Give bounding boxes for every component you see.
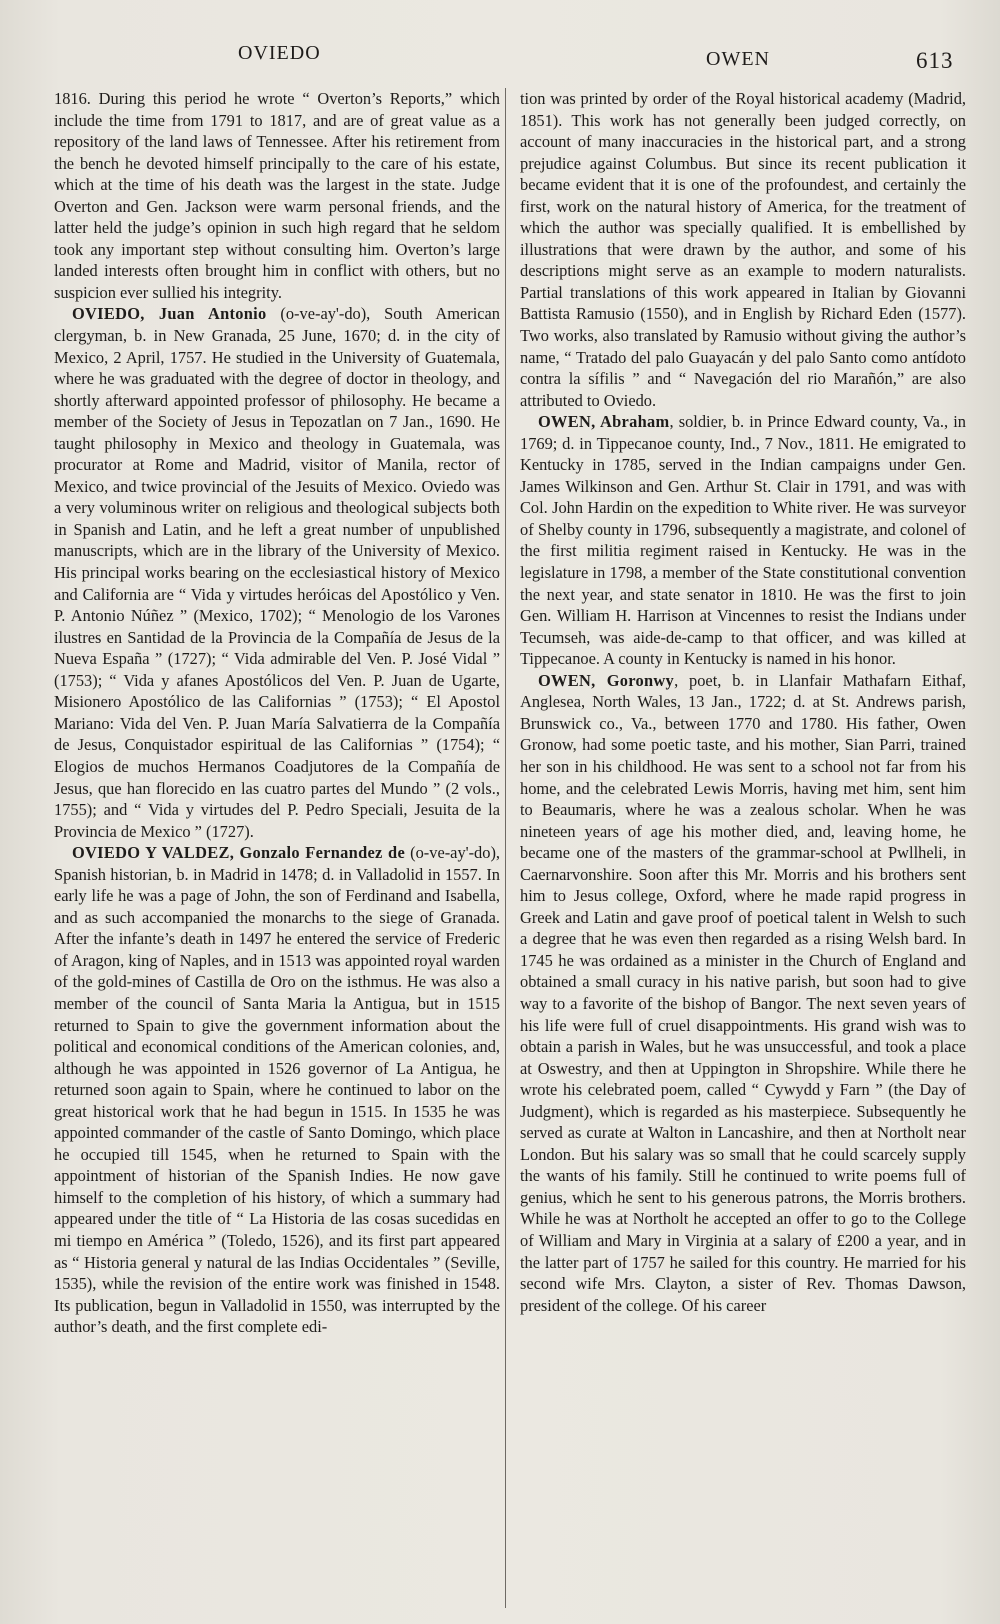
entry-text: , poet, b. in Llanfair Mathafarn Eithaf, Anglesea, North Wales, 13 Jan., 1722; d. at St. Andrews parish, Brunswick co., Va., between 1770 and 1780. His father, Owen Gronow, had some poetic taste, and his mother, Sian Parri, trained her son in his childhood. He was sent to a school not far from his home, and the celebrated Lewis Morris, having met him, sent him to Beaumaris, where he was a zealous scholar. When he was nineteen years of age his mother died, and, leaving home, he became one of the masters of the grammar-school at Pwllheli, in Caernarvonshire. Soon after this Mr. Morris and his brothers sent him to Jesus college, Oxford, where he made rapid progress in Greek and Latin and gave proof of poetical talent in Welsh to such a degree that he was even then regarded as a rising Welsh bard. In 1745 he was ordained as a minister in the Church of England and obtained a small curacy in his native parish, but soon had to give way to a favorite of the bishop of Bangor. The next seven years of his life were full of cruel disappointments. His grand wish was to obtain a parish in Wales, but he was unsuccessful, and took a place at Oswestry, and then at Uppington in Shropshire. While there he wrote his celebrated poem, called “ Cywydd y Farn ” (the Day of Judgment), which is regarded as his masterpiece. Subsequently he served as curate at Walton in Lancashire, and then at Northolt near London. But his salary was so small that he could scarcely supply the wants of his family. Still he continued to write poems full of genius, which he sent to his generous patrons, the Morris brothers. While he was at Northolt he accepted an offer to go to the College of William and Mary in Virginia at a salary of £200 a year, and in the latter part of 1757 he sailed for this country. He married for his second wife Mrs. Clayton, a sister of Rev. Thomas Dawson, president of the college. Of his career [520, 670, 966, 1315]
continuation-text: 1816. During this period he wrote “ Overton’s Reports,” which include the time from 1791 to 1817, and are of great value as a repository of the land laws of Tennessee. After his retirement from the bench he devoted himself principally to the care of his estate, which at the time of his death was the largest in the state. Judge Overton and Gen. Jackson were warm personal friends, and the latter held the judge’s opinion in such high regard that he seldom took any important step without consulting him. Overton’s large landed interests often brought him in conflict with others, but no suspicion ever sullied his integrity. [54, 89, 500, 302]
running-head-left: OVIEDO [238, 42, 321, 64]
right-column [520, 88, 966, 1608]
entry-oviedo-juan-antonio [54, 303, 500, 842]
entry-text: (o-ve-ay'-do), Spanish historian, b. in Madrid in 1478; d. in Valladolid in 1557. In early life he was a page of John, the son of Ferdinand and Isabella, and as such accompanied the monarchs to the siege of Granada. After the infante’s death in 1497 he entered the service of Frederic of Aragon, king of Naples, and in 1513 was appointed royal warden of the gold-mines of Castilla de Oro on the isthmus. He was also a member of the council of Santa Maria la Antigua, but in 1515 returned to Spain to give the government information about the political and economical conditions of the American colonies, and, although he was appointed in 1526 governor of La Antigua, he returned soon again to Spain, where he continued to labor on the great historical work that he had begun in 1515. In 1535 he was appointed commander of the castle of Santo Domingo, which place he occupied till 1545, when he returned to Spain with the appointment of historian of the Spanish Indies. He now gave himself to the completion of his history, of which a summary had appeared under the title of “ La Historia de las cosas sucedidas en mi tiempo en América ” (Toledo, 1526), and its first part appeared as “ Historia general y natural de las Indias Occidentales ” (Seville, 1535), while the revision of the entire work was finished in 1548. Its publication, begun in Valladolid in 1550, was interrupted by the author’s death, and the first complete edi- [54, 843, 500, 1337]
entry-headword: OWEN, Abraham [538, 412, 670, 432]
entry-headword: OVIEDO Y VALDEZ, Gonzalo Fernandez de [72, 843, 406, 863]
left-column [54, 88, 500, 1608]
entry-oviedo-y-valdez [54, 842, 500, 1338]
continuation-text: tion was printed by order of the Royal historical academy (Madrid, 1851). This work has not generally been judged correctly, on account of many inaccuracies in the historical part, and a strong prejudice against Columbus. But since its recent publication it became evident that it is one of the profoundest, and certainly the first, work on the natural history of America, for the treatment of which the author was specially qualified. It is embellished by illustrations that were drawn by the author, and some of his descriptions might serve as an example to modern naturalists. Partial translations of this work appeared in Italian by Giovanni Battista Ramusio (1550), and in English by Richard Eden (1577). Two works, also translated by Ramusio without giving the author’s name, “ Tratado del palo Guayacán y del palo Santo como antídoto contra la sífilis ” and “ Navegación del rio Marañón,” are also attributed to Oviedo. [520, 89, 966, 410]
page-number: 613 [916, 48, 954, 73]
entry-headword: OWEN, Goronwy [538, 670, 675, 690]
running-head [0, 36, 1000, 76]
entry-owen-abraham [520, 411, 966, 670]
running-head-right: OWEN [706, 48, 770, 70]
entry-text: (o-ve-ay'-do), South American clergyman, b. in New Granada, 25 June, 1670; d. in the city of Mexico, 2 April, 1757. He studied in the University of Guatemala, where he was graduated with the degree of doctor in theology, and shortly afterward appointed professor of philosophy. He became a member of the Society of Jesus in Tepozatlan on 7 Jan., 1690. He taught philosophy in Mexico and theology in Guatemala, was procurator at Rome and Madrid, visitor of Manila, rector of Mexico, and twice provincial of the Jesuits of Mexico. Oviedo was a very voluminous writer on religious and theological subjects both in Spanish and Latin, and he left a great number of unpublished manuscripts, which are in the library of the University of Mexico. His principal works bearing on the ecclesiastical history of Mexico and California are “ Vida y virtudes heróicas del Apostólico y Ven. P. Antonio Núñez ” (Mexico, 1702); “ Menologio de los Varones ilustres en Santidad de la Provincia de la Compañía de Jesus de la Nueva España ” (1727); “ Vida admirable del Ven. P. José Vidal ” (1753); “ Vida y afanes Apostólicos del Ven. P. Juan de Ugarte, Misionero Apostólico de las Californias ” (1753); “ El Apostol Mariano: Vida del Ven. P. Juan María Salvatierra de la Compañía de Jesus, Conquistador espiritual de las Californias ” (1754); “ Elogios de muchos Hermanos Coadjutores de la Compañía de Jesus, que han florecido en las cuatro partes del Mundo ” (2 vols., 1755); and “ Vida y virtudes del P. Pedro Speciali, Jesuita de la Provincia de Mexico ” (1727). [54, 304, 500, 841]
left-continuation-paragraph [54, 88, 500, 303]
right-continuation-paragraph [520, 88, 966, 411]
entry-owen-goronwy [520, 670, 966, 1316]
column-divider [505, 88, 506, 1608]
entry-headword: OVIEDO, Juan Antonio [72, 304, 267, 324]
entry-text: , soldier, b. in Prince Edward county, Va., in 1769; d. in Tippecanoe county, Ind., 7 Nov., 1811. He emigrated to Kentucky in 1785, served in the Indian campaigns under Gen. James Wilkinson and Gen. Arthur St. Clair in 1791, and was with Col. John Hardin on the expedition to White river. He was surveyor of Shelby county in 1796, subsequently a magistrate, and colonel of the first militia regiment raised in Kentucky. He was in the legislature in 1798, a member of the State constitutional convention the next year, and state senator in 1810. He was the first to join Gen. William H. Harrison at Vincennes to resist the Indians under Tecumseh, was aide-de-camp to that officer, and was killed at Tippecanoe. A county in Kentucky is named in his honor. [520, 412, 966, 669]
